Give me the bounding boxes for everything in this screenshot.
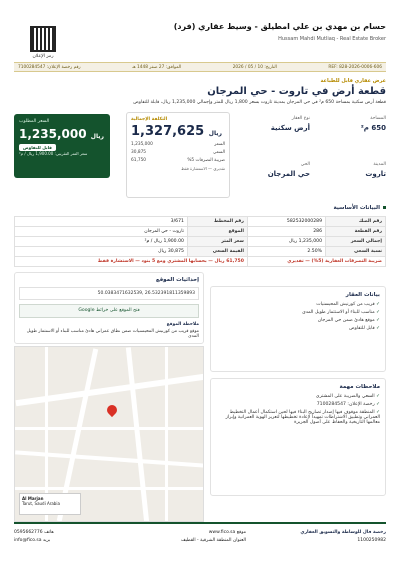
map-place-card[interactable] (19, 493, 81, 515)
footer-company (300, 530, 386, 546)
fact-district-value: حي المرجان (267, 170, 310, 178)
list-item: ✓ قابل للتفاوض (216, 326, 380, 331)
list-item: ✓ المنطقة موقوف فيها إصدار تصاريح البناء فيها لحين استكمال أعمال التخطيط العمراني وتطبيق الاشتراطات تمهيداً لإعادة تخطيطها لتعزيز الهوية العمرانية وإبراز معالمها التاريخية والحفاظ على أصول الجزيرة (216, 410, 380, 425)
tax-row (15, 257, 386, 267)
page-subtitle: قطعة أرض سكنية بمساحة 650 م² في حي المرجان بمدينة تاروت بسعر 1,800 ريال للمتر وإجمالي 1,235,000 ريال، قابلة للتفاوض (133, 100, 386, 105)
header (14, 18, 386, 60)
cost-row-value: 61,750 (131, 158, 147, 163)
summary-section (14, 110, 386, 200)
table-key: إجمالي السعر (326, 237, 386, 247)
list-item: ✓ قريب من كورنيش المحيسنيات (216, 302, 380, 307)
map-road (15, 450, 204, 467)
table-row (15, 217, 386, 227)
address-value: المنطقة الشرقية - القطيف (181, 538, 232, 543)
map-place-sub: Tarut, Saudi Arabia (22, 501, 60, 506)
cost-row-label: السعر (214, 142, 225, 147)
footer (14, 522, 386, 556)
list-item: ✓ السعي والضريبة على المشتري (216, 394, 380, 399)
offer-tag: عرض عقاري قابل للطباعة (320, 78, 386, 84)
map-road (15, 427, 204, 430)
features-title: بيانات العقار (345, 292, 380, 298)
ref-number: REF: 828-2026-0006-606 (328, 64, 382, 70)
cost-row-value: 30,875 (131, 150, 147, 155)
table-key: رقم المخطط (187, 217, 247, 227)
table-row (15, 237, 386, 247)
asking-price-number: 1,235,000 (19, 127, 87, 141)
qr-label: رمز الإعلان (32, 54, 54, 59)
asking-price-label: السعر المطلوب (19, 119, 50, 124)
basic-data-table (14, 216, 386, 267)
property-features-card (210, 286, 386, 372)
asking-price-value (19, 127, 105, 141)
map-road (16, 374, 204, 406)
footer-contact-phone (14, 530, 54, 546)
notes-title: ملاحظات مهمة (339, 384, 380, 390)
important-notes-card (210, 378, 386, 496)
fact-area (316, 116, 386, 132)
cost-row (131, 142, 225, 147)
email-link[interactable]: info@fico.sa (14, 538, 42, 543)
date-hijri: الموافق: 27 صفر 1448 هـ (132, 64, 182, 70)
location-block (14, 272, 204, 522)
table-value: 1,900.00 ريال / م² (15, 237, 188, 247)
table-value: 30,875 ريال (15, 247, 188, 257)
table-value: 1,235,000 ريال (247, 237, 325, 247)
total-cost-number: 1,327,625 (131, 124, 205, 139)
location-title: إحداثيات الموقع (155, 277, 199, 283)
basic-data-heading: البيانات الأساسية (333, 205, 386, 211)
fact-city-value: تاروت (365, 170, 386, 178)
asking-price-currency: ريال (90, 133, 104, 140)
list-item: ✓ رخصة الإعلان: 7100284547 (216, 402, 380, 407)
table-value: 3/671 (15, 217, 188, 227)
map-road (15, 487, 204, 490)
total-cost-label: التكلفة الإجمالية (131, 117, 168, 122)
table-value: 286 (247, 227, 325, 237)
site-link[interactable]: www.fico.sa (208, 530, 236, 535)
reference-bar (14, 62, 386, 72)
map-road (165, 347, 168, 522)
list-item: ✓ مناسب للبناء أو الاستثمار طويل المدى (216, 310, 380, 315)
mobile-link[interactable]: 0595662776 (14, 530, 43, 535)
table-key: سعر المتر (187, 237, 247, 247)
fact-type-value: أرض سكنية (270, 124, 310, 132)
table-key: نسبة السعي (326, 247, 386, 257)
cost-note: تقديري — الاستشارة فقط (181, 166, 225, 171)
address-label: العنوان (232, 538, 246, 543)
fact-district-label: الحي (300, 162, 310, 167)
table-key: القيمة السعي (187, 247, 247, 257)
location-pin-icon[interactable] (105, 403, 119, 417)
cost-row (131, 150, 225, 155)
cost-row-label: ضريبة التصرفات 5% (187, 158, 225, 163)
broker-name-ar: حسام بن مهدي بن علي امطيلق - وسيط عقاري (فرد) (173, 22, 386, 31)
features-list (216, 302, 380, 331)
location-card (14, 272, 204, 344)
cost-row (131, 158, 225, 163)
site-label: موقع (236, 530, 246, 535)
fact-type-label: نوع العقار (291, 116, 310, 121)
location-note-text: موقع قريب من كورنيش المحيسنيات ضمن نطاق عمراني هادئ مناسب للبناء أو الاستثمار طويل المدى (26, 329, 199, 339)
location-note (19, 322, 199, 339)
total-cost-box (126, 112, 230, 198)
broker-name-en: Hussam Mahdi Mutliaq - Real Estate Broker (278, 36, 386, 42)
table-value: 582532000289 (247, 217, 325, 227)
table-row (15, 247, 386, 257)
footer-company-name: رخصة فال للوساطة والتسويق العقاري (300, 530, 386, 535)
fact-area-label: المساحة (370, 116, 386, 121)
map-road (126, 347, 149, 522)
open-google-maps-button[interactable]: فتح الموقع على خرائط Google (19, 304, 199, 318)
table-key: رقم الصك (326, 217, 386, 227)
fact-type (240, 116, 310, 132)
qr-code-icon[interactable] (30, 26, 56, 52)
mobile-label: هاتف (44, 530, 54, 535)
price-per-meter-note: سعر المتر التقريبي: 1,900.00 ريال / م² (19, 151, 88, 156)
negotiable-badge: قابل للتفاوض (19, 144, 56, 151)
list-item: ✓ موقع هادئ ضمن حي المرجان (216, 318, 380, 323)
fact-city (316, 162, 386, 178)
table-key: الموقع (187, 227, 247, 237)
cost-row-value: 1,235,000 (131, 142, 153, 147)
fact-area-value: 650 م² (360, 124, 386, 132)
fact-district (240, 162, 310, 178)
table-row (15, 227, 386, 237)
map-place-name: Al Marjan (22, 496, 44, 501)
page-title: قطعة أرض في تاروت - حي المرجان (207, 86, 386, 97)
notes-list (216, 394, 380, 425)
tax-label: ضريبة التصرفات العقارية (5%) — تقديري (247, 257, 385, 267)
table-value: تاروت - حي المرجان (15, 227, 188, 237)
total-cost-currency: ريال (208, 130, 222, 137)
license-number: رقم رخصة الإعلان: 7100284547 (18, 64, 81, 70)
location-map[interactable] (14, 346, 204, 522)
total-cost-value (131, 124, 225, 139)
coordinates-value: 50.0383471632539, 26.532391811359893 (19, 287, 199, 300)
cost-row-label: السعي (213, 150, 225, 155)
asking-price-box (14, 114, 110, 178)
location-note-title: ملاحظة الموقع (166, 322, 199, 327)
tax-value: 61,750 ريال — بحسابها المشتري ومع 5 بنود — الاستشارة فقط (15, 257, 248, 267)
table-value: 2.50% (247, 247, 325, 257)
fact-city-label: المدينة (373, 162, 386, 167)
footer-company-number: 1100250982 (357, 538, 386, 543)
facts-grid (236, 110, 386, 200)
footer-contact-web (181, 530, 246, 546)
email-label: بريد (42, 538, 51, 543)
table-key: رقم القطعة (326, 227, 386, 237)
date-gregorian: التاريخ: 10 / 05 / 2026 (232, 64, 277, 70)
